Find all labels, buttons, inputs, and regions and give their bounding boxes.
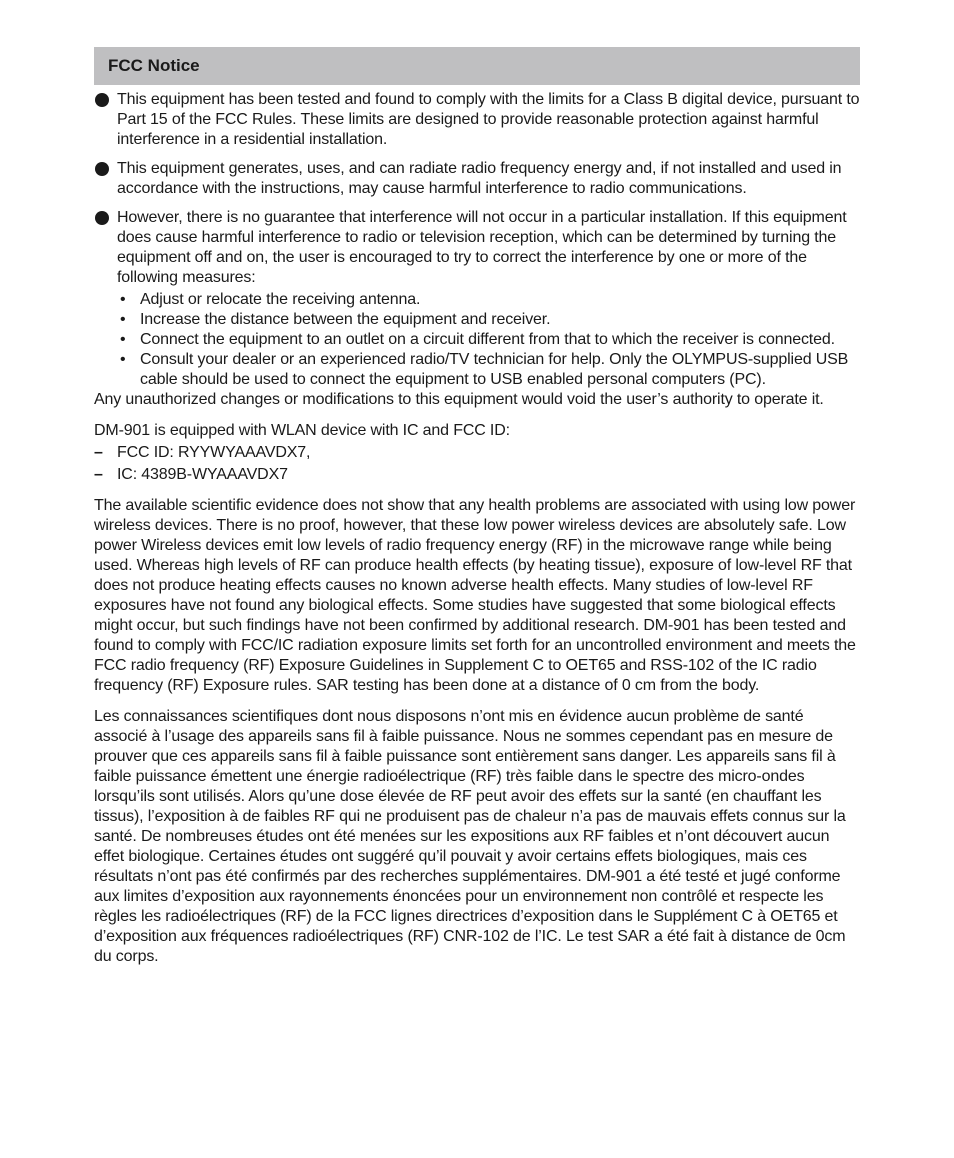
rf-exposure-english: The available scientific evidence does not show that any health problems are associated with using low power wireless devices. There is no proof, however, that these low power wireless devices are absolutely safe. Low power Wireless devices emit low levels of radio frequency energy (RF) in the microwave range while being used. Whereas high levels of RF can produce health effects (by heating tissue), exposure of low-level RF that does not produce heating effects causes no known adverse health effects. Many studies of low-level RF exposures have not found any biological effects. Some studies have suggested that some biological effects might occur, but such findings have not been confirmed by additional research. DM-901 has been tested and found to comply with FCC/IC radiation exposure limits set forth for an uncontrolled environment and meets the FCC radio frequency (RF) Exposure Guidelines in Supplement C to OET65 and RSS-102 of the IC radio frequency (RF) Exposure rules. SAR testing has been done at a distance of 0 cm from the body. (94, 497, 856, 694)
device-id-text: IC: 4389B-WYAAAVDX7 (117, 466, 288, 483)
dash-icon: – (94, 466, 103, 483)
notice-bullet (94, 208, 860, 390)
notice-bullet (94, 90, 860, 150)
small-bullet-icon: • (120, 291, 126, 308)
measures-list (117, 290, 860, 390)
notice-bullet-text: This equipment generates, uses, and can radiate radio frequency energy and, if not installed and used in accordance with the instructions, may cause harmful interference to radio communications. (117, 160, 842, 197)
small-bullet-icon: • (120, 331, 126, 348)
measure-text: Connect the equipment to an outlet on a circuit different from that to which the receiver is connected. (140, 331, 835, 348)
small-bullet-icon: • (120, 311, 126, 328)
section-title: FCC Notice (108, 56, 200, 75)
device-id-item (94, 443, 860, 463)
measure-text: Increase the distance between the equipment and receiver. (140, 311, 551, 328)
notice-bullet (94, 159, 860, 199)
measure-item (117, 350, 860, 390)
bullet-dot-icon (95, 93, 109, 107)
notice-bullet-text: This equipment has been tested and found to comply with the limits for a Class B digital device, pursuant to Part 15 of the FCC Rules. These limits are designed to provide reasonable protection against harmful interference in a residential installation. (117, 91, 860, 148)
warning-paragraph: Any unauthorized changes or modifications to this equipment would void the user’s authority to operate it. (94, 391, 824, 408)
measure-text: Adjust or relocate the receiving antenna. (140, 291, 421, 308)
dash-icon: – (94, 444, 103, 461)
device-id-item (94, 465, 860, 485)
notice-bullet-text: However, there is no guarantee that interference will not occur in a particular installation. If this equipment does cause harmful interference to radio or television reception, which can be determined by turning the equipment off and on, the user is encouraged to try to correct the interference by one or more of the following measures: (117, 209, 847, 286)
measure-item (117, 290, 860, 310)
bullet-dot-icon (95, 162, 109, 176)
measure-text: Consult your dealer or an experienced radio/TV technician for help. Only the OLYMPUS-supplied USB cable should be used to connect the equipment to USB enabled personal computers (PC). (140, 351, 849, 388)
rf-exposure-french: Les connaissances scientifiques dont nous disposons n’ont mis en évidence aucun problème de santé associé à l’usage des appareils sans fil à faible puissance. Nous ne sommes cependant pas en mesure de prouver que ces appareils sans fil à faible puissance sont entièrement sans danger. Les appareils sans fil à faible puissance émettent une énergie radioélectrique (RF) très faible dans le spectre des micro-ondes lorsqu’ils sont utilisés. Alors qu’une dose élevée de RF peut avoir des effets sur la santé (en chauffant les tissus), l’exposition à de faibles RF qui ne produisent pas de chaleur n’a pas de mauvais effets connus sur la santé. De nombreuses études ont été menées sur les expositions aux RF faibles et n’ont découvert aucun effet biologique. Certaines études ont suggéré qu’il pouvait y avoir certains effets biologiques, mais ces résultats n’ont pas été confirmés par des recherches supplémentaires. DM-901 a été testé et jugé conforme aux limites d’exposition aux rayonnements énoncées pour un environnement non contrôlé et respecte les règles les radioélectriques (RF) de la FCC lignes directrices d’exposition dans le Supplément C à OET65 et d’exposition aux fréquences radioélectriques (RF) CNR-102 de l’IC. Le test SAR a été fait à distance de 0cm du corps. (94, 708, 846, 965)
fcc-notice-page (94, 47, 860, 978)
small-bullet-icon: • (120, 351, 126, 368)
device-id-list (94, 443, 860, 485)
wlan-intro: DM-901 is equipped with WLAN device with IC and FCC ID: (94, 422, 510, 439)
measure-item (117, 310, 860, 330)
measure-item (117, 330, 860, 350)
notice-bullet-list (94, 90, 860, 390)
device-id-text: FCC ID: RYYWYAAAVDX7, (117, 444, 311, 461)
section-header (94, 47, 860, 85)
bullet-dot-icon (95, 211, 109, 225)
